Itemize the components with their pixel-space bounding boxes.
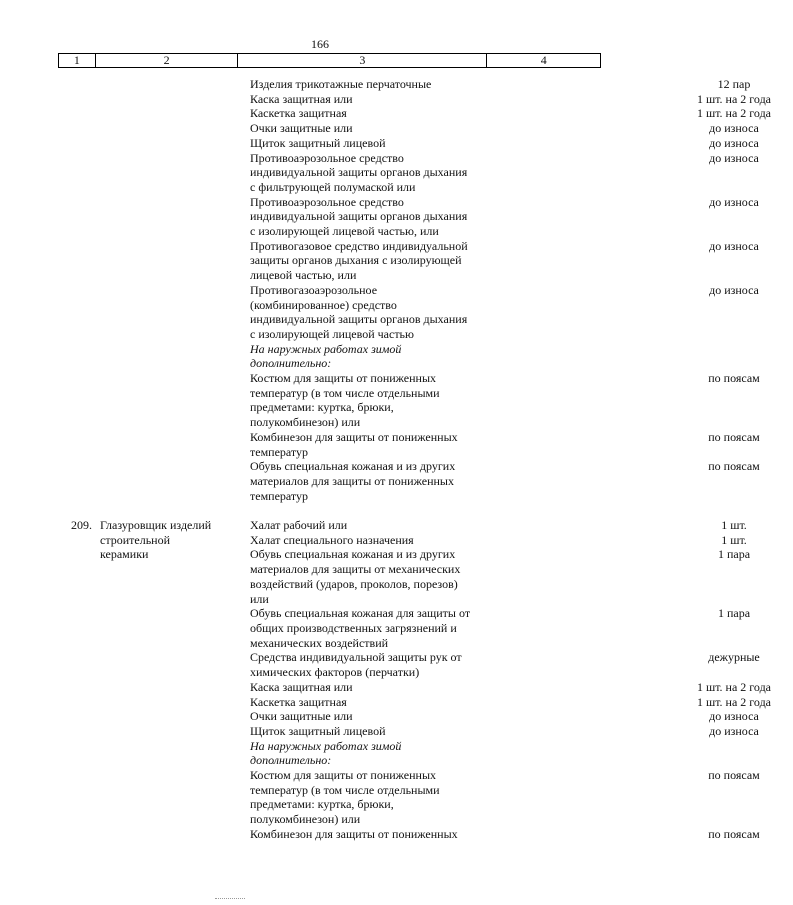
item-line — [250, 135, 759, 151]
item-line — [250, 459, 760, 474]
item-line — [250, 91, 772, 107]
item-text: Каскетка защитная — [250, 694, 347, 709]
item-line — [250, 224, 500, 239]
item-line — [250, 253, 500, 268]
item-text: Комбинезон для защиты от пониженных — [250, 826, 458, 841]
item-text: Очки защитные или — [250, 709, 353, 724]
item-line — [250, 327, 500, 342]
item-text: химических факторов (перчатки) — [250, 665, 420, 680]
item-text: с изолирующей лицевой частью — [250, 326, 414, 341]
item-text: полукомбинезон) или — [250, 415, 361, 430]
item-quantity: до износа — [709, 709, 759, 724]
item-text: Противоаэрозольное средство — [250, 194, 404, 209]
item-line — [250, 797, 500, 812]
item-line — [250, 650, 760, 665]
item-line — [250, 562, 500, 577]
item-text: (комбинированное) средство — [250, 297, 397, 312]
column-header-1: 1 — [59, 54, 96, 67]
item-text: предметами: куртка, брюки, — [250, 400, 394, 415]
item-text: защиты органов дыхания с изолирующей — [250, 253, 462, 268]
entry-number — [58, 77, 96, 503]
item-line — [250, 371, 760, 386]
item-line — [250, 812, 500, 827]
item-text: Изделия трикотажные перчаточные — [250, 77, 432, 91]
item-text: предметами: куртка, брюки, — [250, 797, 394, 812]
item-quantity: до износа — [709, 723, 759, 738]
item-line — [250, 165, 500, 180]
item-quantity: 1 пара — [717, 606, 751, 621]
item-line — [250, 312, 500, 327]
profession-cell — [96, 77, 250, 503]
item-quantity: 1 шт. на 2 года — [696, 694, 772, 709]
section-note-text: дополнительно: — [250, 753, 332, 768]
item-text: материалов для защиты от механических — [250, 562, 461, 577]
item-text: Каска защитная или — [250, 91, 353, 106]
item-line — [250, 474, 500, 489]
item-text: температур — [250, 488, 309, 503]
item-quantity: до износа — [709, 150, 759, 165]
profession-text: Глазуровщик изделий — [100, 518, 212, 533]
section-note-text: На наружных работах зимой — [250, 341, 402, 356]
item-line — [250, 342, 500, 357]
item-quantity: до износа — [709, 194, 759, 209]
item-text: Щиток защитный лицевой — [250, 135, 386, 150]
item-quantity: по поясам — [708, 459, 760, 474]
item-text: Каскетка защитная — [250, 106, 347, 121]
item-line — [250, 489, 500, 504]
item-line — [250, 753, 500, 768]
item-text: с изолирующей лицевой частью, или — [250, 224, 439, 239]
item-line — [250, 606, 751, 621]
table-row — [58, 518, 772, 841]
item-line — [250, 665, 500, 680]
column-header-4: 4 — [540, 53, 547, 67]
item-text: Очки защитные или — [250, 121, 353, 136]
item-quantity: по поясам — [708, 371, 760, 386]
item-quantity: по поясам — [708, 826, 760, 841]
item-line — [250, 826, 760, 842]
item-line — [250, 768, 760, 783]
item-text: температур — [250, 444, 309, 459]
column-header-row — [58, 53, 601, 68]
item-line — [250, 415, 500, 430]
page-edge-mark — [215, 898, 245, 901]
item-text: Костюм для защиты от пониженных — [250, 768, 437, 783]
item-text: Халат специального назначения — [250, 532, 414, 547]
profession-cell — [96, 518, 250, 841]
item-quantity: 1 шт. на 2 года — [696, 91, 772, 106]
item-line — [250, 429, 760, 445]
item-quantity: 1 шт. — [721, 532, 747, 547]
item-quantity: до износа — [709, 282, 759, 297]
item-text: с фильтрующей полумаской или — [250, 179, 416, 194]
item-line — [250, 547, 751, 562]
item-line — [250, 238, 759, 254]
column-header-2: 2 — [96, 54, 238, 67]
page-number: 166 — [311, 37, 329, 51]
item-quantity: до износа — [709, 135, 759, 150]
item-line — [250, 739, 500, 754]
items-cell — [250, 77, 772, 503]
item-text: Противогазоаэрозольное — [250, 282, 378, 297]
item-line — [250, 694, 772, 710]
item-text: лицевой частью, или — [250, 268, 357, 283]
item-text: полукомбинезон) или — [250, 812, 361, 827]
item-line — [250, 77, 751, 92]
item-text: Противоаэрозольное средство — [250, 150, 404, 165]
item-text: воздействий (ударов, проколов, порезов) — [250, 576, 458, 591]
item-line — [250, 282, 759, 298]
item-text: Обувь специальная кожаная для защиты от — [250, 606, 471, 621]
item-line — [250, 121, 759, 136]
document-body — [58, 77, 772, 842]
item-line — [250, 400, 500, 415]
item-text: температур (в том числе отдельными — [250, 782, 440, 797]
section-note-text: На наружных работах зимой — [250, 738, 402, 753]
item-text: Противогазовое средство индивидуальной — [250, 238, 468, 253]
item-line — [250, 150, 759, 166]
item-line — [250, 532, 747, 548]
item-line — [250, 679, 772, 695]
item-quantity: 1 шт. — [721, 518, 747, 533]
item-text: Халат рабочий или — [250, 518, 348, 533]
item-line — [250, 621, 500, 636]
profession-text: керамики — [100, 547, 149, 562]
item-quantity: по поясам — [708, 429, 760, 444]
item-line — [250, 209, 500, 224]
item-text: индивидуальной защиты органов дыхания — [250, 209, 468, 224]
item-quantity: 1 пара — [717, 547, 751, 562]
item-line — [250, 723, 759, 739]
item-quantity: по поясам — [708, 768, 760, 783]
item-line — [250, 180, 500, 195]
item-quantity: 1 шт. на 2 года — [696, 679, 772, 694]
section-note-text: дополнительно: — [250, 356, 332, 371]
item-line — [250, 194, 759, 210]
item-text: Средства индивидуальной защиты рук от — [250, 650, 462, 665]
item-quantity: 12 пар — [717, 77, 751, 91]
item-text: материалов для защиты от пониженных — [250, 473, 454, 488]
item-line — [250, 386, 500, 401]
item-line — [250, 592, 500, 607]
item-line — [250, 445, 500, 460]
item-text: механических воздействий — [250, 635, 389, 650]
item-quantity: 1 шт. на 2 года — [696, 106, 772, 121]
entry-number: 209. — [71, 518, 92, 533]
item-text: Обувь специальная кожаная и из других — [250, 547, 456, 562]
profession-text: строительной — [100, 532, 171, 547]
item-text: Комбинезон для защиты от пониженных — [250, 429, 458, 444]
item-text: Костюм для защиты от пониженных — [250, 371, 437, 386]
item-line — [250, 577, 500, 592]
item-quantity: до износа — [709, 121, 759, 136]
item-line — [250, 106, 772, 121]
item-line — [250, 636, 500, 651]
item-text: или — [250, 591, 269, 606]
item-text: Каска защитная или — [250, 679, 353, 694]
item-text: Обувь специальная кожаная и из других — [250, 459, 456, 474]
column-header-3: 3 — [238, 54, 487, 67]
item-quantity: до износа — [709, 238, 759, 253]
item-text: температур (в том числе отдельными — [250, 385, 440, 400]
item-line — [250, 783, 500, 798]
item-quantity: дежурные — [708, 650, 760, 665]
table-row — [58, 77, 772, 503]
item-text: Щиток защитный лицевой — [250, 723, 386, 738]
item-line — [250, 298, 500, 313]
item-line — [250, 518, 747, 533]
item-line — [250, 268, 500, 283]
item-line — [250, 356, 500, 371]
items-cell — [250, 518, 772, 841]
item-text: индивидуальной защиты органов дыхания — [250, 312, 468, 327]
item-line — [250, 709, 759, 724]
item-text: общих производственных загрязнений и — [250, 621, 457, 635]
item-text: индивидуальной защиты органов дыхания — [250, 165, 468, 180]
